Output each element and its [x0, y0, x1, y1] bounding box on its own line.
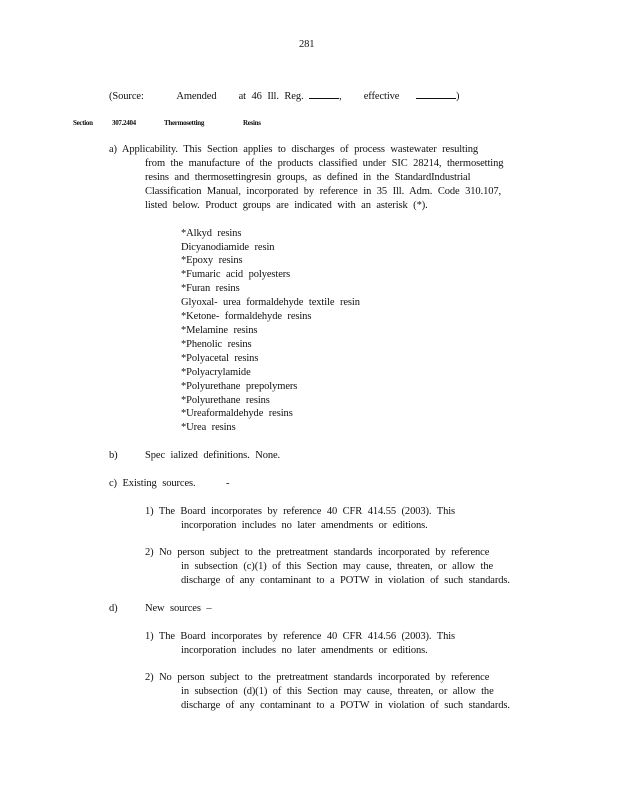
applicability-line-5: listed below. Product groups are indicated with an asterisk (*). [145, 200, 428, 211]
d-item-2-line-2: in subsection (d)(1) of this Section may cause, threaten, or allow the [181, 686, 494, 697]
applicability-line-4: Classification Manual, incorporated by reference in 35 Ill. Adm. Code 310.107, [145, 186, 502, 197]
effective-blank [416, 88, 456, 99]
d-item-1-line-2: incorporation includes no later amendments or editions. [181, 645, 428, 656]
section-name-1: Thermosetting [164, 119, 205, 127]
section-name-2: Resins [243, 119, 261, 127]
source-register: at 46 Ill. Reg. [238, 91, 304, 102]
c-item-2-line-3: discharge of any contaminant to a POTW in violation of such standards. [181, 575, 510, 586]
c-item-2-line-2: in subsection (c)(1) of this Section may cause, threaten, or allow the [181, 561, 494, 572]
d-item-2-line-3: discharge of any contaminant to a POTW in violation of such standards. [181, 700, 510, 711]
page-number: 281 [299, 39, 315, 50]
product-item: *Polyurethane prepolymers [181, 381, 298, 392]
source-effective: effective [363, 91, 400, 102]
product-item: *Polyacetal resins [181, 353, 259, 364]
product-item: *Polyurethane resins [181, 395, 270, 406]
applicability-line-1: a) Applicability. This Section applies to discharges of process wastewater resulting [109, 144, 478, 155]
d-item-1-line-1: 1) The Board incorporates by reference 40 CFR 414.56 (2003). This [145, 631, 456, 642]
subsection-d-label: d) [109, 603, 118, 614]
product-item: Glyoxal- urea formaldehyde textile resin [181, 297, 360, 308]
product-item: *Ketone- formaldehyde resins [181, 311, 312, 322]
product-item: *Alkyd resins [181, 228, 242, 239]
product-item: *Melamine resins [181, 325, 258, 336]
source-note: (Source: Amended at 46 Ill. Reg. , effective ) [109, 88, 459, 104]
subsection-d-title: New sources – [145, 603, 212, 614]
register-blank [309, 88, 339, 99]
c-item-1-line-1: 1) The Board incorporates by reference 40 CFR 414.55 (2003). This [145, 506, 456, 517]
subsection-c-dash: - [226, 478, 230, 489]
product-item: *Fumaric acid polyesters [181, 269, 291, 280]
section-number: 307.2404 [112, 119, 136, 127]
product-item: *Furan resins [181, 283, 240, 294]
source-amended: Amended [176, 91, 217, 102]
product-item: *Phenolic resins [181, 339, 252, 350]
subsection-b-label: b) [109, 450, 118, 461]
c-item-1-line-2: incorporation includes no later amendments or editions. [181, 520, 428, 531]
subsection-b-text: Spec ialized definitions. None. [145, 450, 281, 461]
product-item: *Urea resins [181, 422, 236, 433]
product-item: *Epoxy resins [181, 255, 243, 266]
section-label: Section [73, 119, 93, 127]
product-item: Dicyanodiamide resin [181, 242, 275, 253]
d-item-2-line-1: 2) No person subject to the pretreatment standards incorporated by reference [145, 672, 490, 683]
applicability-line-3: resins and thermosettingresin groups, as defined in the StandardIndustrial [145, 172, 471, 183]
product-item: *Polyacrylamide [181, 367, 251, 378]
c-item-2-line-1: 2) No person subject to the pretreatment standards incorporated by reference [145, 547, 490, 558]
product-item: *Ureaformaldehyde resins [181, 408, 293, 419]
subsection-c-label: c) Existing sources. [109, 478, 196, 489]
source-close: ) [455, 91, 460, 102]
source-prefix: (Source: [109, 91, 144, 102]
applicability-line-2: from the manufacture of the products classified under SIC 28214, thermosetting [145, 158, 504, 169]
